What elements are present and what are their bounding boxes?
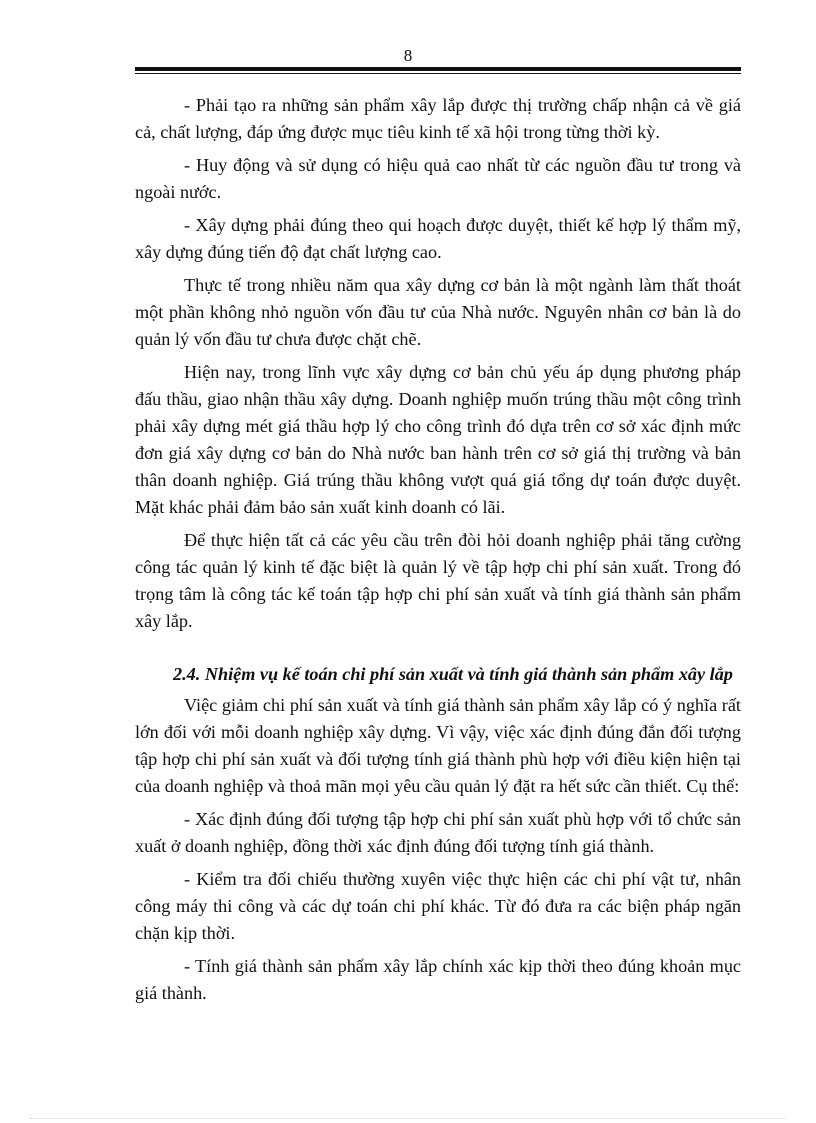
paragraph: - Kiểm tra đối chiếu thường xuyên việc thực hiện các chi phí vật tư, nhân công máy thi công và các dự toán chi phí khác. Từ đó đưa ra các biện pháp ngăn chặn kịp thời. [135, 869, 741, 943]
paragraph: - Tính giá thành sản phẩm xây lắp chính xác kịp thời theo đúng khoản mục giá thành. [135, 956, 741, 1003]
header-rule-thin [135, 73, 741, 74]
paragraph: Thực tế trong nhiều năm qua xây dựng cơ bản là một ngành làm thất thoát một phần không nhỏ nguồn vốn đầu tư của Nhà nước. Nguyên nhân cơ bản là do quản lý vốn đầu tư chưa được chặt chẽ. [135, 275, 741, 349]
page-bottom-divider [30, 1118, 786, 1119]
paragraph: Hiện nay, trong lĩnh vực xây dựng cơ bản chủ yếu áp dụng phương pháp đấu thầu, giao nhận thầu xây dựng. Doanh nghiệp muốn trúng thầu một công trình phải xây dựng mét giá thầu hợp lý cho công trình đó dựa trên cơ sở xác định mức đơn giá xây dựng cơ bản do Nhà nước ban hành trên cơ sở giá thị trường và bản thân doanh nghiệp. Giá trúng thầu không vượt quá giá tổng dự toán được duyệt. Mặt khác phải đảm bảo sản xuất kinh doanh có lãi. [135, 362, 741, 517]
paragraph: - Xây dựng phải đúng theo qui hoạch được duyệt, thiết kế hợp lý thẩm mỹ, xây dựng đúng tiến độ đạt chất lượng cao. [135, 215, 741, 262]
paragraph: - Phải tạo ra những sản phẩm xây lắp được thị trường chấp nhận cả về giá cả, chất lượng, đáp ứng được mục tiêu kinh tế xã hội trong từng thời kỳ. [135, 95, 741, 142]
paragraph: Để thực hiện tất cả các yêu cầu trên đòi hỏi doanh nghiệp phải tăng cường công tác quản lý kinh tế đặc biệt là quản lý về tập hợp chi phí sản xuất. Trong đó trọng tâm là công tác kế toán tập hợp chi phí sản xuất và tính giá thành sản phẩm xây lắp. [135, 530, 741, 631]
paragraph: - Xác định đúng đối tượng tập hợp chi phí sản xuất phù hợp với tổ chức sản xuất ở doanh nghiệp, đồng thời xác định đúng đối tượng tính giá thành. [135, 809, 741, 856]
page-number: 8 [403, 46, 413, 65]
paragraph: - Huy động và sử dụng có hiệu quả cao nhất từ các nguồn đầu tư trong và ngoài nước. [135, 155, 741, 202]
section-heading: 2.4. Nhiệm vụ kế toán chi phí sản xuất và tính giá thành sản phẩm xây lắp [173, 664, 733, 684]
paragraph: Việc giảm chi phí sản xuất và tính giá thành sản phẩm xây lắp có ý nghĩa rất lớn đối với mỗi doanh nghiệp xây dựng. Vì vậy, việc xác định đúng đắn đối tượng tập hợp chi phí sản xuất và đối tượng tính giá thành phù hợp với điều kiện hiện tại của doanh nghiệp và thoả mãn mọi yêu cầu quản lý đặt ra hết sức cần thiết. Cụ thể: [135, 695, 741, 796]
document-body [135, 92, 741, 1013]
header-rule-thick [135, 67, 741, 71]
